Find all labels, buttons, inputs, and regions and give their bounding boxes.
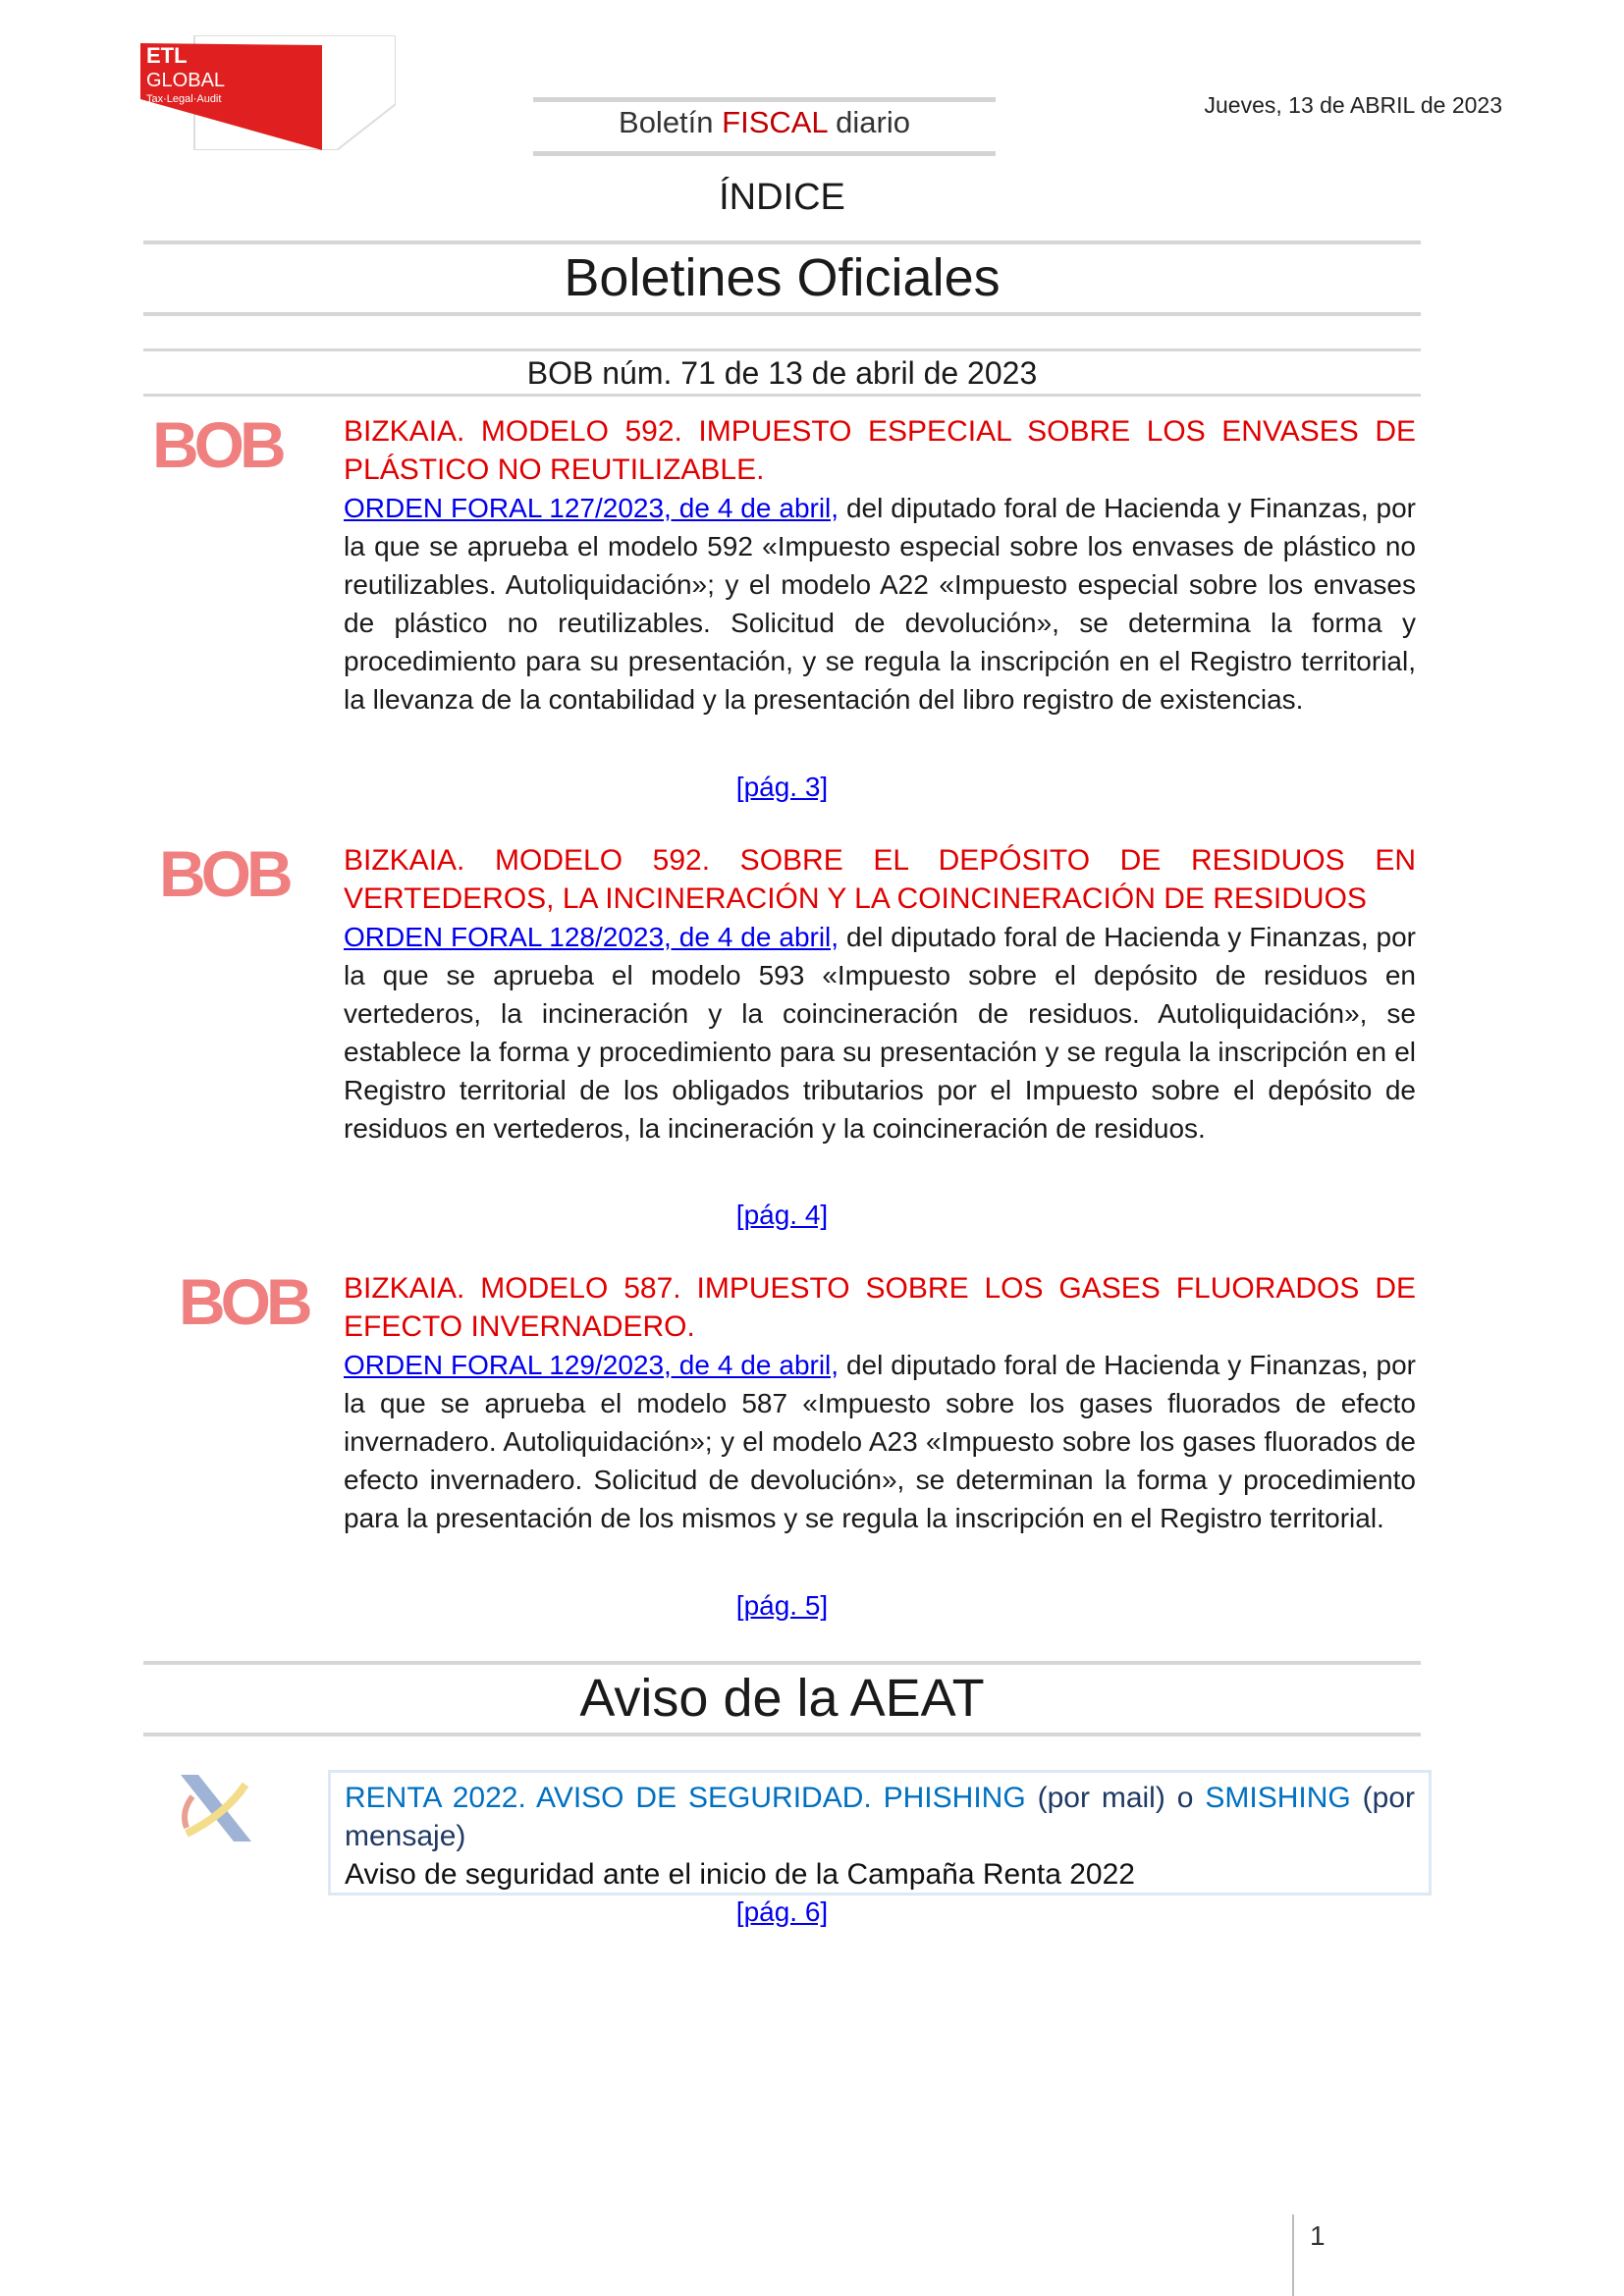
divider — [143, 394, 1421, 397]
index-title: ÍNDICE — [719, 177, 845, 218]
aeat-notice-title: RENTA 2022. AVISO DE SEGURIDAD. PHISHING (por mail) o SMISHING (por mensaje) — [345, 1782, 1416, 1852]
page-link-4[interactable]: [pág. 4] — [735, 1200, 829, 1230]
svg-text:ETL: ETL — [146, 43, 188, 68]
entry-2: BIZKAIA. MODELO 592. SOBRE EL DEPÓSITO DE RESIDUOS EN VERTEDEROS, LA INCINERACIÓN Y LA COINCINERACIÓN DE RESIDUOS ORDEN FORAL 128/2023, de 4 de abril, del diputado foral de Hacienda y Finanzas, por la que se aprueba el modelo 593 «Impuesto sobre el depósito de residuos en vertederos, la incineración y la coincineración de residuos. Autoliquidación», se establece la forma y procedimiento para su presentación y se regula la inscripción en el Registro territorial de los obligados tributarios por el Impuesto sobre el depósito de residuos en vertederos, la incineración y la coincineración de residuos. — [344, 841, 1416, 1148]
aeat-notice — [328, 1770, 1432, 1896]
etl-global-logo — [140, 35, 396, 150]
svg-text:Tax·Legal·Audit: Tax·Legal·Audit — [146, 93, 222, 105]
aeat-logo-icon — [177, 1775, 251, 1842]
orden-foral-link[interactable]: ORDEN FORAL 129/2023, de 4 de abril, — [344, 1350, 839, 1380]
aeat-notice-subtitle: Aviso de seguridad ante el inicio de la Campaña Renta 2022 — [345, 1858, 1135, 1891]
section-title-boletines: Boletines Oficiales — [564, 248, 1001, 307]
subsection-bob: BOB núm. 71 de 13 de abril de 2023 — [526, 355, 1038, 391]
section-title-aeat: Aviso de la AEAT — [579, 1669, 985, 1728]
entry-title: BIZKAIA. MODELO 592. IMPUESTO ESPECIAL SOBRE LOS ENVASES DE PLÁSTICO NO REUTILIZABLE. — [344, 415, 1416, 486]
footer-divider — [1292, 2215, 1294, 2296]
bulletin-title: Boletín FISCAL diario — [533, 97, 996, 156]
bob-badge: BOB — [179, 1265, 308, 1338]
bob-badge: BOB — [152, 408, 282, 481]
bob-badge: BOB — [159, 837, 289, 910]
divider — [143, 240, 1421, 244]
divider — [143, 1733, 1421, 1736]
page-link-5[interactable]: [pág. 5] — [735, 1590, 829, 1621]
entry-3: BIZKAIA. MODELO 587. IMPUESTO SOBRE LOS GASES FLUORADOS DE EFECTO INVERNADERO. ORDEN FORAL 129/2023, de 4 de abril, del diputado foral de Hacienda y Finanzas, por la que se aprueba el modelo 587 «Impuesto sobre los gases fluorados de efecto invernadero. Autoliquidación»; y el modelo A23 «Impuesto sobre los gases fluorados de efecto invernadero. Solicitud de devolución», se determinan la forma y procedimiento para la presentación de los mismos y se regula la inscripción en el Registro territorial. — [344, 1269, 1416, 1537]
entry-title: BIZKAIA. MODELO 592. SOBRE EL DEPÓSITO DE RESIDUOS EN VERTEDEROS, LA INCINERACIÓN Y LA COINCINERACIÓN DE RESIDUOS — [344, 844, 1416, 915]
divider — [143, 312, 1421, 316]
divider — [143, 1661, 1421, 1665]
page-link-6[interactable]: [pág. 6] — [735, 1896, 829, 1927]
entry-1: BIZKAIA. MODELO 592. IMPUESTO ESPECIAL SOBRE LOS ENVASES DE PLÁSTICO NO REUTILIZABLE. ORDEN FORAL 127/2023, de 4 de abril, del diputado foral de Hacienda y Finanzas, por la que se aprueba el modelo 592 «Impuesto especial sobre los envases de plástico no reutilizables. Autoliquidación»; y el modelo A22 «Impuesto especial sobre los envases de plástico no reutilizables. Solicitud de devolución», se determina la forma y procedimiento para su presentación, y se regula la inscripción en el Registro territorial, la llevanza de la contabilidad y la presentación del libro registro de existencias. — [344, 412, 1416, 719]
orden-foral-link[interactable]: ORDEN FORAL 128/2023, de 4 de abril, — [344, 922, 839, 952]
orden-foral-link[interactable]: ORDEN FORAL 127/2023, de 4 de abril, — [344, 493, 839, 523]
page-link-3[interactable]: [pág. 3] — [735, 772, 829, 802]
svg-text:GLOBAL: GLOBAL — [146, 70, 226, 91]
entry-title: BIZKAIA. MODELO 587. IMPUESTO SOBRE LOS GASES FLUORADOS DE EFECTO INVERNADERO. — [344, 1272, 1416, 1343]
bulletin-date: Jueves, 13 de ABRIL de 2023 — [1204, 92, 1502, 118]
page-number: 1 — [1310, 2220, 1326, 2251]
